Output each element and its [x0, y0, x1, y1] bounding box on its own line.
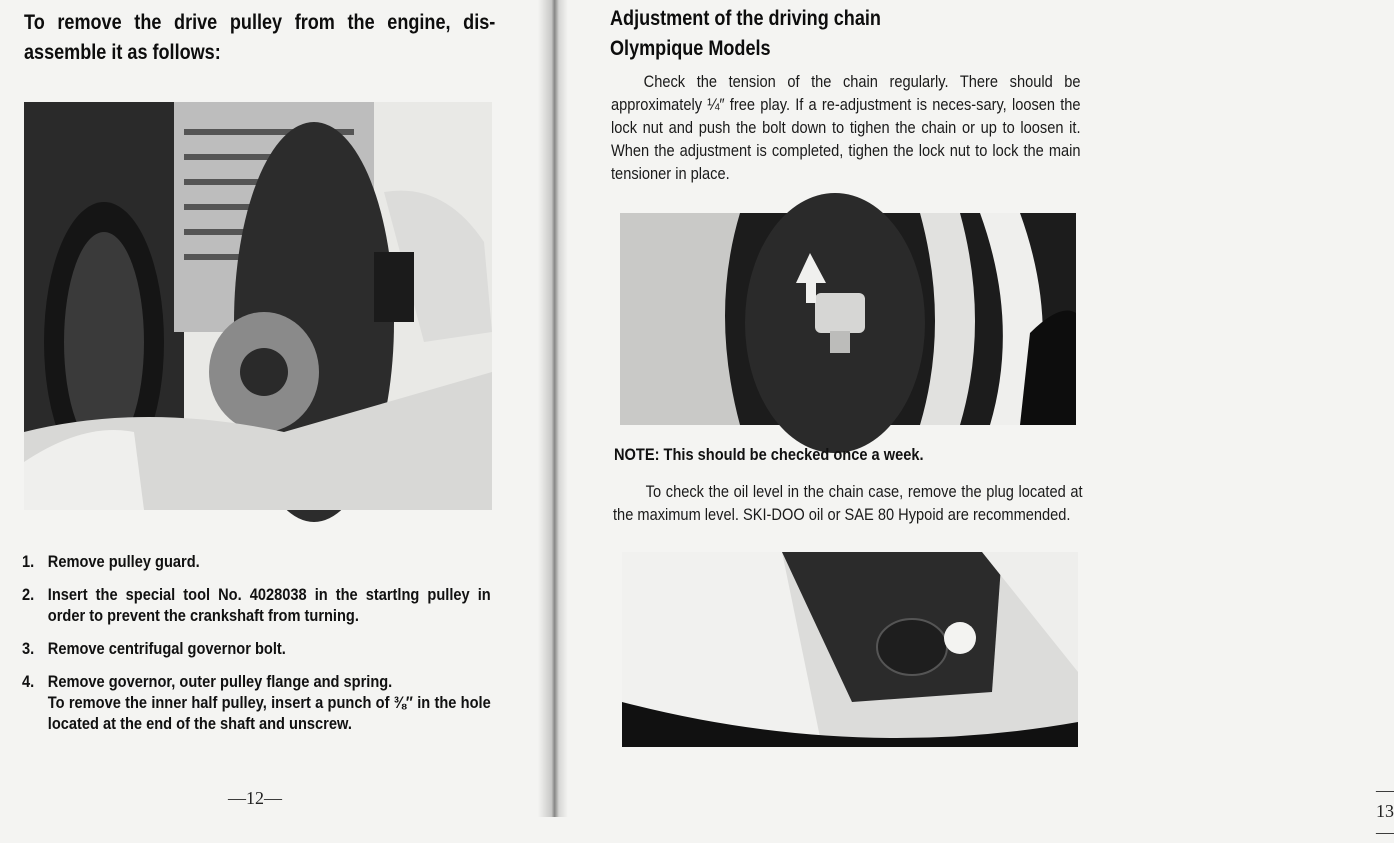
step-item	[22, 671, 491, 734]
page-number-left: —12—	[228, 788, 282, 808]
steps-list	[22, 551, 491, 746]
left-page-heading: To remove the drive pulley from the engine, dis-assemble it as follows:	[24, 11, 496, 64]
chain-tension-paragraph: Check the tension of the chain regularly. There should be approximately ¼″ free play. If a re-adjustment is neces-sary, loosen the lock nut and push the bolt down to tighen the chain or up to loosen it. When the adjustment is completed, tighen the lock nut to lock the main tensioner in place.	[611, 72, 1081, 183]
step-number: 2.	[22, 585, 35, 604]
step-text-continued: To remove the inner half pulley, insert a punch of ⅜″ in the hole located at the end of the shaft and unscrew.	[47, 693, 491, 733]
step-item	[22, 584, 491, 626]
note-text: NOTE: This should be checked once a week.	[614, 445, 924, 464]
page-number-right: —13—	[1376, 780, 1394, 842]
chain-tensioner-photo	[620, 213, 1076, 425]
step-item	[22, 551, 491, 572]
oil-level-paragraph: To check the oil level in the chain case, remove the plug located at the maximum level. SKI-DOO oil or SAE 80 Hypoid are recommended.	[613, 482, 1083, 524]
step-number: 1.	[22, 552, 35, 571]
step-text: Remove centrifugal governor bolt.	[47, 639, 286, 658]
heading-line-2: Olympique Models	[610, 37, 771, 60]
step-number: 4.	[22, 672, 35, 691]
step-item	[22, 638, 491, 659]
engine-pulley-photo	[24, 102, 492, 510]
left-page	[0, 0, 545, 817]
right-page	[556, 0, 1394, 842]
right-page-heading	[610, 4, 1057, 64]
heading-line-1: Adjustment of the driving chain	[610, 7, 881, 30]
step-text: Remove pulley guard.	[47, 552, 200, 571]
step-text: Insert the special tool No. 4028038 in the startlng pulley in order to prevent the crankshaft from turning.	[47, 585, 491, 625]
step-number: 3.	[22, 639, 35, 658]
step-text: Remove governor, outer pulley flange and spring.	[47, 672, 393, 691]
chain-case-photo	[622, 552, 1078, 747]
